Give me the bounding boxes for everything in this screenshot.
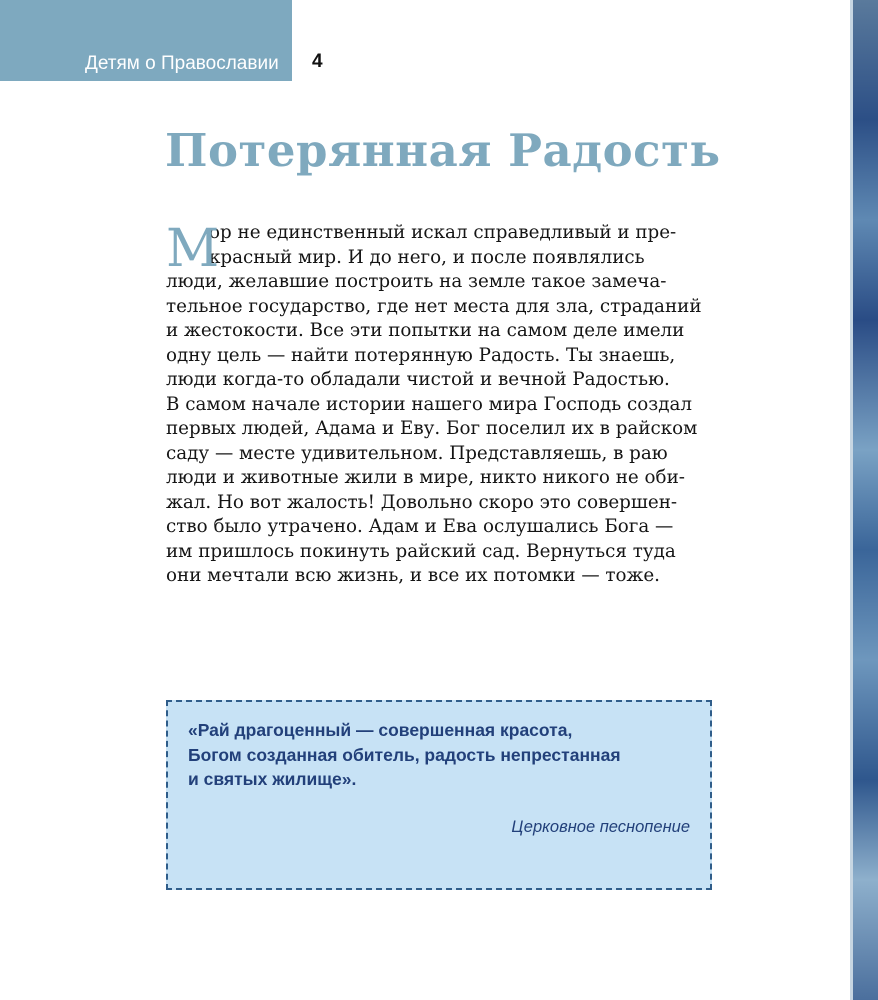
body-line: одну цель — найти потерянную Радость. Ты знаешь, [166,344,676,366]
body-line: ор не единственный искал справедливый и пре- [209,222,677,243]
body-text [166,221,726,589]
body-line: красный мир. И до него, и после появлялись [209,246,645,268]
body-line: тельное государство, где нет места для зла, страданий [166,295,702,317]
body-line: им пришлось покинуть райский сад. Вернуться туда [166,540,676,562]
body-line: люди когда-то обладали чистой и вечной Радостью. [166,369,670,390]
body-line: жал. Но вот жалость! Довольно скоро это совершен- [166,491,678,513]
body-line: они мечтали всю жизнь, и все их потомки — тоже. [166,565,660,586]
quote-line: Богом созданная обитель, радость непрестанная [188,744,621,765]
body-line: В самом начале истории нашего мира Господь создал [166,393,693,415]
quote-line: «Рай драгоценный — совершенная красота, [188,720,573,740]
body-line: ство было утрачено. Адам и Ева ослушались Бога — [166,516,674,537]
body-line: люди и животные жили в мире, никто никого не оби- [166,467,685,488]
body-line: саду — месте удивительном. Представляешь, в раю [166,442,668,464]
body-line: первых людей, Адама и Еву. Бог поселил их в райском [166,418,698,439]
page-number: 4 [312,51,323,72]
illustration-strip [853,0,878,1000]
body-line: люди, желавшие построить на земле такое замеча- [166,271,667,292]
page-title: Потерянная Радость [165,124,721,177]
quote-source: Церковное песнопение [511,818,690,836]
running-header-title: Детям о Православии [85,53,279,74]
quote-text [188,718,621,792]
quote-line: и святых жилище». [188,769,357,789]
body-line: и жестокости. Все эти попытки на самом деле имели [166,320,685,341]
drop-cap: М [166,219,220,279]
quote-box [166,700,712,890]
